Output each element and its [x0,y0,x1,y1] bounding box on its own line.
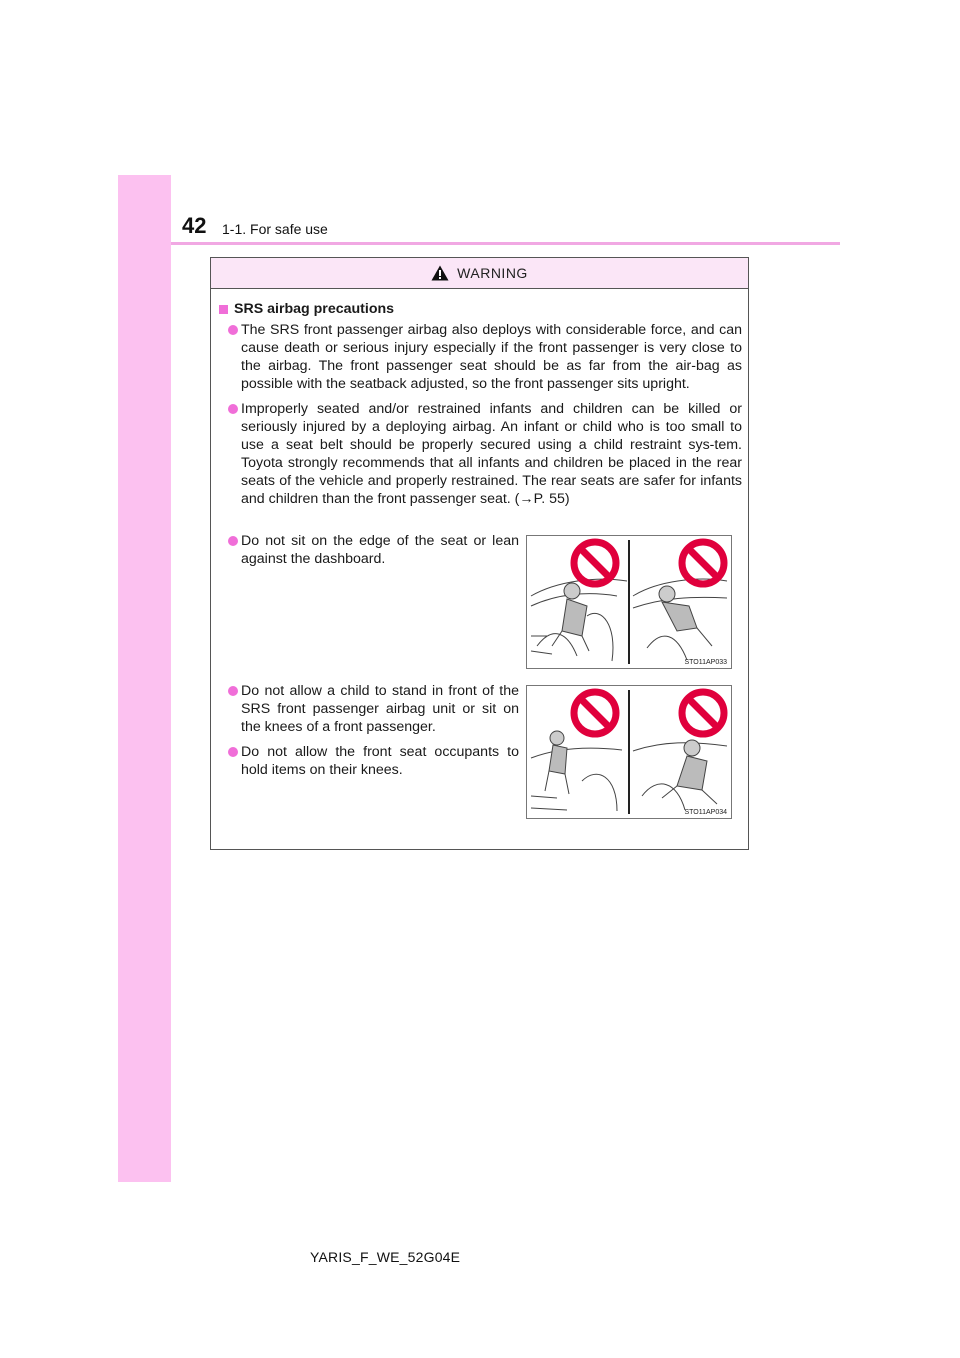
warning-box [210,257,749,850]
illustration-seat-dashboard [527,536,731,668]
warning-label: WARNING [457,265,528,281]
bullet-text: Do not sit on the edge of the seat or lean against the dashboard. [241,533,519,567]
section-title: 1-1. For safe use [222,221,328,237]
bullet-text: Do not allow a child to stand in front of the SRS front passenger airbag unit or sit on the knees of a front passenger. [241,683,519,735]
side-tab-band [118,175,171,1182]
header-rule [171,242,840,245]
footer-code: YARIS_F_WE_52G04E [310,1249,461,1265]
image-code: STO11AP034 [684,809,727,816]
circle-bullet-icon [228,325,238,335]
prohibition-sign-icon [682,542,724,584]
warning-triangle-icon [431,265,449,281]
bullet-text: The SRS front passenger airbag also deploys with considerable force, and can cause death or serious injury especially if the front passenger is very close to the airbag. The front passenger seat should be as far from the air-bag as possible with the seatback adjusted, so the front passenger sits upright. [241,322,742,392]
heading-text: SRS airbag precautions [234,301,395,317]
illustration-figure [526,685,732,819]
bullet-item [219,532,519,568]
warning-header [211,258,748,289]
prohibition-sign-icon [574,542,616,584]
square-bullet-icon [219,305,228,314]
figure-row-text [219,532,519,575]
bullet-item [219,743,519,779]
illustration-figure [526,535,732,669]
bullet-item [219,682,519,736]
page-number: 42 [182,213,207,238]
bullet-item [219,321,742,393]
warning-content [219,300,742,515]
bullet-text: Improperly seated and/or restrained infants and children can be killed or seriously injured by a deploying airbag. An infant or child who is too small to use a seat belt should be properly secured using a child restraint sys-tem. Toyota strongly recommends that all infants and children be placed in the rear seats of the vehicle and properly restrained. The rear seats are safer for infants and children than the front passenger seat. (→P. 55) [241,401,742,507]
figure-row-text [219,682,519,786]
circle-bullet-icon [228,747,238,757]
circle-bullet-icon [228,686,238,696]
circle-bullet-icon [228,404,238,414]
prohibition-sign-icon [574,692,616,734]
image-code: STO11AP033 [684,659,727,666]
prohibition-sign-icon [682,692,724,734]
bullet-item [219,400,742,508]
bullet-text: Do not allow the front seat occupants to hold items on their knees. [241,744,519,778]
illustration-child-airbag [527,686,731,818]
circle-bullet-icon [228,536,238,546]
section-heading [219,300,742,318]
